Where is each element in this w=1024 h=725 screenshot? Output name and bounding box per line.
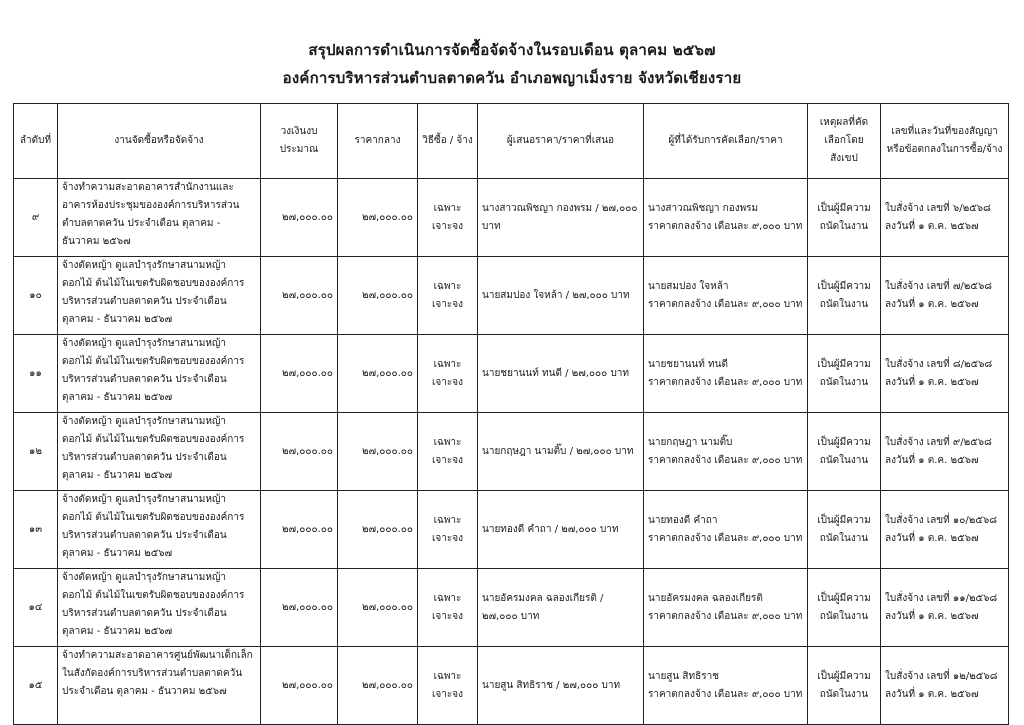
row-bidder: นางสาวณพิชญา กองพรม / ๒๗,๐๐๐ บาท (478, 179, 644, 257)
row-winner-name: นางสาวณพิชญา กองพรม (648, 202, 759, 214)
row-work: จ้างทำความสะอาดอาคารสำนักงานและอาคารห้องประชุมขององค์การบริหารส่วนตำบลตาดควัน ประจำเดือน ตุลาคม - ธันวาคม ๒๕๖๗ (58, 179, 261, 257)
row-winner-price: ราคาตกลงจ้าง เดือนละ ๙,๐๐๐ บาท (648, 454, 803, 466)
row-median: ๒๗,๐๐๐.๐๐ (338, 179, 418, 257)
row-method: เฉพาะเจาะจง (418, 257, 478, 335)
table-row (14, 491, 1009, 569)
row-work: จ้างตัดหญ้า ดูแลบำรุงรักษาสนามหญ้า ดอกไม้ ต้นไม้ในเขตรับผิดชอบขององค์การบริหารส่วนตำบลตาดควัน ประจำเดือน ตุลาคม - ธันวาคม ๒๕๖๗ (58, 491, 261, 569)
row-contract-date: ลงวันที่ ๑ ต.ค. ๒๕๖๗ (885, 610, 979, 622)
row-median: ๒๗,๐๐๐.๐๐ (338, 413, 418, 491)
col-header-no: ลำดับที่ (14, 104, 58, 179)
row-method: เฉพาะเจาะจง (418, 179, 478, 257)
row-winner-name: นายชยานนท์ ทนดี (648, 358, 728, 370)
row-median: ๒๗,๐๐๐.๐๐ (338, 335, 418, 413)
row-method: เฉพาะเจาะจง (418, 413, 478, 491)
row-no: ๙ (14, 179, 58, 257)
row-contract-no: ใบสั่งจ้าง เลขที่ ๙/๒๕๖๘ (885, 436, 992, 448)
row-work: จ้างทำความสะอาดอาคารศูนย์พัฒนาเด็กเล็กในสังกัดองค์การบริหารส่วนตำบลตาดควัน ประจำเดือน ตุลาคม - ธันวาคม ๒๕๖๗ (58, 647, 261, 725)
row-contract-no: ใบสั่งจ้าง เลขที่ ๗/๒๕๖๘ (885, 280, 993, 292)
row-work: จ้างตัดหญ้า ดูแลบำรุงรักษาสนามหญ้า ดอกไม้ ต้นไม้ในเขตรับผิดชอบขององค์การบริหารส่วนตำบลตาดควัน ประจำเดือน ตุลาคม - ธันวาคม ๒๕๖๗ (58, 413, 261, 491)
row-bidder: นายกฤษฎา นามติ๊บ / ๒๗,๐๐๐ บาท (478, 413, 644, 491)
row-bidder: นายสมปอง ใจหล้า / ๒๗,๐๐๐ บาท (478, 257, 644, 335)
row-contract-no: ใบสั่งจ้าง เลขที่ ๘/๒๕๖๘ (885, 358, 993, 370)
row-contract-date: ลงวันที่ ๑ ต.ค. ๒๕๖๗ (885, 376, 979, 388)
row-contract (881, 257, 1009, 335)
row-reason: เป็นผู้มีความถนัดในงาน (808, 569, 881, 647)
col-header-work: งานจัดซื้อหรือจัดจ้าง (58, 104, 261, 179)
row-budget: ๒๗,๐๐๐.๐๐ (261, 647, 338, 725)
row-method: เฉพาะเจาะจง (418, 647, 478, 725)
row-contract (881, 335, 1009, 413)
row-budget: ๒๗,๐๐๐.๐๐ (261, 413, 338, 491)
row-work: จ้างตัดหญ้า ดูแลบำรุงรักษาสนามหญ้า ดอกไม้ ต้นไม้ในเขตรับผิดชอบขององค์การบริหารส่วนตำบลตาดควัน ประจำเดือน ตุลาคม - ธันวาคม ๒๕๖๗ (58, 257, 261, 335)
row-no: ๑๒ (14, 413, 58, 491)
col-header-method: วิธีซื้อ / จ้าง (418, 104, 478, 179)
row-reason: เป็นผู้มีความถนัดในงาน (808, 491, 881, 569)
row-method: เฉพาะเจาะจง (418, 491, 478, 569)
table-row (14, 179, 1009, 257)
document-title: สรุปผลการดำเนินการจัดซื้อจัดจ้างในรอบเดือน ตุลาคม ๒๕๖๗ (308, 41, 716, 59)
table-row (14, 569, 1009, 647)
document-subtitle: องค์การบริหารส่วนตำบลตาดควัน อำเภอพญาเม็งราย จังหวัดเชียงราย (282, 69, 742, 87)
row-winner-name: นายกฤษฎา นามติ๊บ (648, 436, 733, 448)
row-no: ๑๑ (14, 335, 58, 413)
row-winner-price: ราคาตกลงจ้าง เดือนละ ๙,๐๐๐ บาท (648, 610, 803, 622)
row-contract (881, 179, 1009, 257)
procurement-table (13, 103, 1009, 725)
row-reason: เป็นผู้มีความถนัดในงาน (808, 257, 881, 335)
row-contract (881, 413, 1009, 491)
row-bidder: นายชยานนท์ ทนดี / ๒๗,๐๐๐ บาท (478, 335, 644, 413)
table-header-row (14, 104, 1009, 179)
row-work: จ้างตัดหญ้า ดูแลบำรุงรักษาสนามหญ้า ดอกไม้ ต้นไม้ในเขตรับผิดชอบขององค์การบริหารส่วนตำบลตาดควัน ประจำเดือน ตุลาคม - ธันวาคม ๒๕๖๗ (58, 335, 261, 413)
row-winner-name: นายสูน สิทธิราช (648, 670, 720, 682)
row-budget: ๒๗,๐๐๐.๐๐ (261, 335, 338, 413)
row-winner (644, 335, 808, 413)
table-row (14, 413, 1009, 491)
row-budget: ๒๗,๐๐๐.๐๐ (261, 257, 338, 335)
row-budget: ๒๗,๐๐๐.๐๐ (261, 569, 338, 647)
row-no: ๑๕ (14, 647, 58, 725)
row-contract-no: ใบสั่งจ้าง เลขที่ ๑๐/๒๕๖๘ (885, 514, 997, 526)
col-header-budget: วงเงินงบประมาณ (261, 104, 338, 179)
row-bidder: นายสูน สิทธิราช / ๒๗,๐๐๐ บาท (478, 647, 644, 725)
row-budget: ๒๗,๐๐๐.๐๐ (261, 179, 338, 257)
row-method: เฉพาะเจาะจง (418, 335, 478, 413)
row-winner-name: นายอัครมงคล ฉลองเกียรติ (648, 592, 763, 604)
row-no: ๑๔ (14, 569, 58, 647)
row-winner-price: ราคาตกลงจ้าง เดือนละ ๙,๐๐๐ บาท (648, 688, 803, 700)
row-contract-no: ใบสั่งจ้าง เลขที่ ๑๑/๒๕๖๘ (885, 592, 998, 604)
row-reason: เป็นผู้มีความถนัดในงาน (808, 335, 881, 413)
row-contract-date: ลงวันที่ ๑ ต.ค. ๒๕๖๗ (885, 454, 979, 466)
row-winner (644, 569, 808, 647)
row-winner-name: นายสมปอง ใจหล้า (648, 280, 729, 292)
row-contract (881, 491, 1009, 569)
row-contract (881, 647, 1009, 725)
row-winner (644, 257, 808, 335)
row-no: ๑๓ (14, 491, 58, 569)
row-median: ๒๗,๐๐๐.๐๐ (338, 569, 418, 647)
row-contract-no: ใบสั่งจ้าง เลขที่ ๑๒/๒๕๖๘ (885, 670, 998, 682)
row-median: ๒๗,๐๐๐.๐๐ (338, 491, 418, 569)
col-header-median: ราคากลาง (338, 104, 418, 179)
row-winner (644, 491, 808, 569)
row-median: ๒๗,๐๐๐.๐๐ (338, 647, 418, 725)
table-row (14, 647, 1009, 725)
row-winner-name: นายทองดี คำถา (648, 514, 718, 526)
row-reason: เป็นผู้มีความถนัดในงาน (808, 179, 881, 257)
row-contract-date: ลงวันที่ ๑ ต.ค. ๒๕๖๗ (885, 532, 979, 544)
col-header-contract: เลขที่และวันที่ของสัญญาหรือข้อตกลงในการซื้อ/จ้าง (881, 104, 1009, 179)
col-header-winner: ผู้ที่ได้รับการคัดเลือก/ราคา (644, 104, 808, 179)
row-winner (644, 647, 808, 725)
col-header-bidder: ผู้เสนอราคา/ราคาที่เสนอ (478, 104, 644, 179)
row-contract (881, 569, 1009, 647)
row-contract-date: ลงวันที่ ๑ ต.ค. ๒๕๖๗ (885, 298, 979, 310)
row-contract-date: ลงวันที่ ๑ ต.ค. ๒๕๖๗ (885, 220, 979, 232)
row-bidder: นายทองดี คำถา / ๒๗,๐๐๐ บาท (478, 491, 644, 569)
row-work: จ้างตัดหญ้า ดูแลบำรุงรักษาสนามหญ้า ดอกไม้ ต้นไม้ในเขตรับผิดชอบขององค์การบริหารส่วนตำบลตาดควัน ประจำเดือน ตุลาคม - ธันวาคม ๒๕๖๗ (58, 569, 261, 647)
row-median: ๒๗,๐๐๐.๐๐ (338, 257, 418, 335)
row-reason: เป็นผู้มีความถนัดในงาน (808, 647, 881, 725)
row-contract-no: ใบสั่งจ้าง เลขที่ ๖/๒๕๖๘ (885, 202, 991, 214)
row-method: เฉพาะเจาะจง (418, 569, 478, 647)
row-no: ๑๐ (14, 257, 58, 335)
table-row (14, 335, 1009, 413)
row-reason: เป็นผู้มีความถนัดในงาน (808, 413, 881, 491)
row-contract-date: ลงวันที่ ๑ ต.ค. ๒๕๖๗ (885, 688, 979, 700)
row-bidder: นายอัครมงคล ฉลองเกียรติ / ๒๗,๐๐๐ บาท (478, 569, 644, 647)
row-winner (644, 413, 808, 491)
row-winner (644, 179, 808, 257)
row-winner-price: ราคาตกลงจ้าง เดือนละ ๙,๐๐๐ บาท (648, 532, 803, 544)
row-winner-price: ราคาตกลงจ้าง เดือนละ ๙,๐๐๐ บาท (648, 220, 803, 232)
row-budget: ๒๗,๐๐๐.๐๐ (261, 491, 338, 569)
row-winner-price: ราคาตกลงจ้าง เดือนละ ๙,๐๐๐ บาท (648, 298, 803, 310)
col-header-reason: เหตุผลที่คัดเลือกโดยสังเขป (808, 104, 881, 179)
table-row (14, 257, 1009, 335)
row-winner-price: ราคาตกลงจ้าง เดือนละ ๙,๐๐๐ บาท (648, 376, 803, 388)
